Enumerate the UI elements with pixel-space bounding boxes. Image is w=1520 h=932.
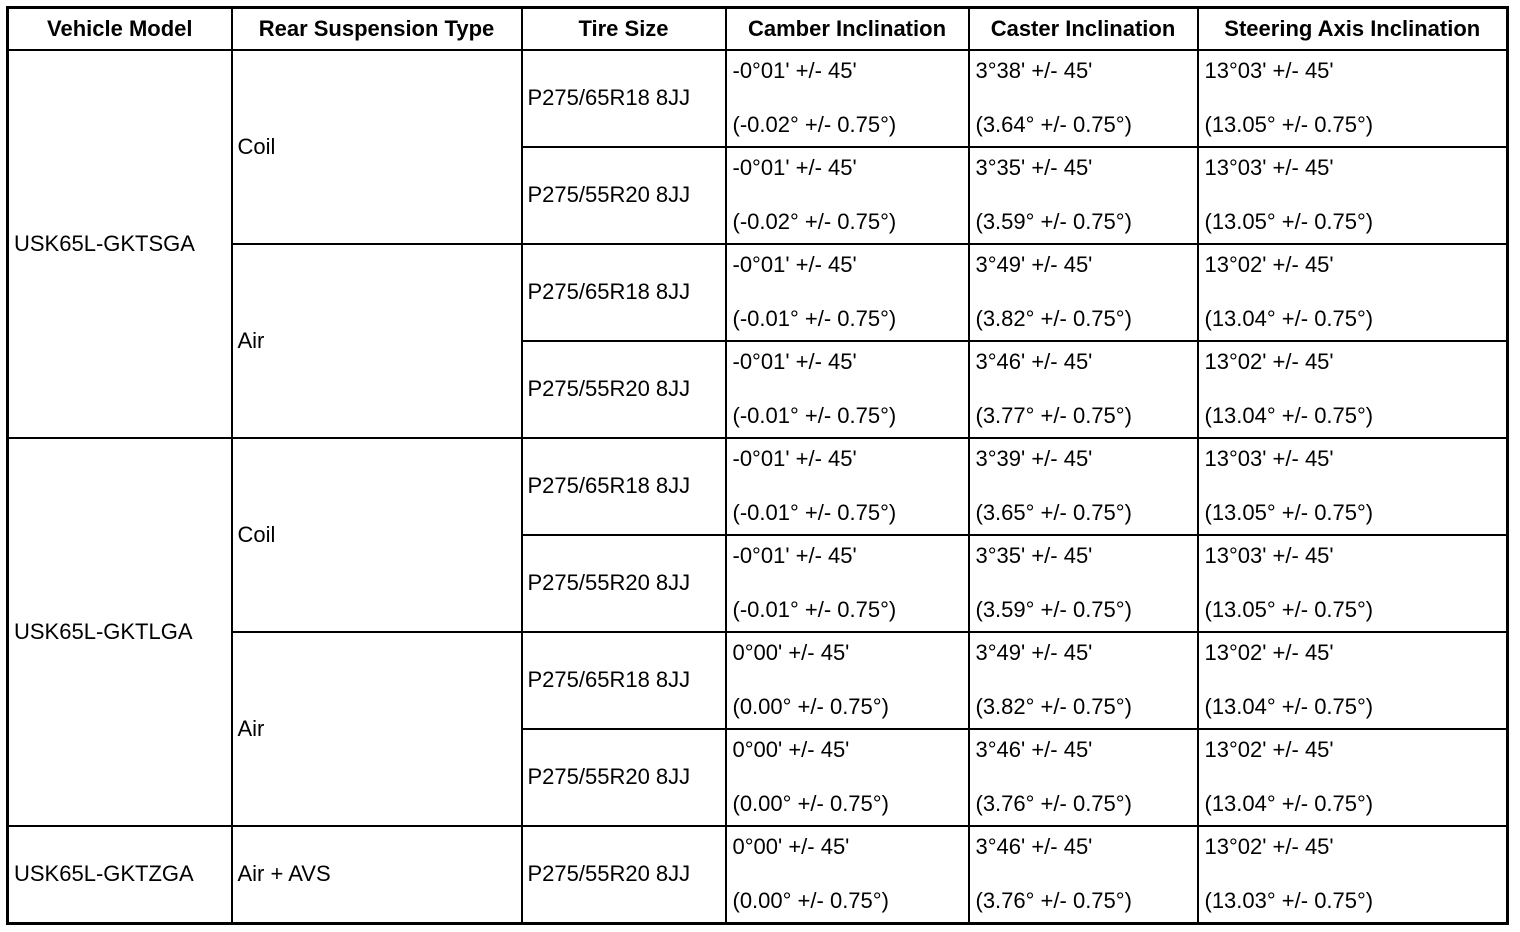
caster-dms: 3°38' +/- 45' — [975, 58, 1093, 83]
camber-cell — [726, 535, 969, 632]
vehicle-model-cell: USK65L-GKTSGA — [8, 50, 232, 438]
steering-axis-cell — [1198, 729, 1508, 826]
steering-decimal: (13.04° +/- 0.75°) — [1204, 791, 1374, 817]
steering-axis-cell — [1198, 632, 1508, 729]
camber-decimal: (-0.02° +/- 0.75°) — [732, 112, 897, 138]
camber-decimal: (-0.02° +/- 0.75°) — [732, 209, 897, 235]
camber-decimal: (-0.01° +/- 0.75°) — [732, 597, 897, 623]
camber-dms: 0°00' +/- 45' — [732, 640, 850, 665]
steering-axis-cell — [1198, 438, 1508, 535]
caster-dms: 3°35' +/- 45' — [975, 543, 1093, 568]
steering-decimal: (13.04° +/- 0.75°) — [1204, 403, 1374, 429]
steering-decimal: (13.05° +/- 0.75°) — [1204, 500, 1374, 526]
camber-cell — [726, 729, 969, 826]
camber-decimal: (0.00° +/- 0.75°) — [732, 888, 889, 914]
steering-dms: 13°03' +/- 45' — [1204, 155, 1334, 180]
caster-dms: 3°39' +/- 45' — [975, 446, 1093, 471]
steering-axis-cell — [1198, 341, 1508, 438]
steering-decimal: (13.05° +/- 0.75°) — [1204, 597, 1374, 623]
steering-axis-cell — [1198, 147, 1508, 244]
suspension-type-cell: Air — [232, 244, 522, 438]
steering-dms: 13°02' +/- 45' — [1204, 737, 1334, 762]
table-row — [8, 632, 1508, 729]
tire-size-cell: P275/55R20 8JJ — [522, 729, 726, 826]
caster-dms: 3°49' +/- 45' — [975, 252, 1093, 277]
steering-axis-cell — [1198, 244, 1508, 341]
vehicle-model-cell: USK65L-GKTLGA — [8, 438, 232, 826]
caster-decimal: (3.59° +/- 0.75°) — [975, 209, 1132, 235]
steering-axis-cell — [1198, 826, 1508, 924]
camber-cell — [726, 438, 969, 535]
camber-dms: 0°00' +/- 45' — [732, 834, 850, 859]
suspension-type-cell: Air + AVS — [232, 826, 522, 924]
header-steering-axis-inclination: Steering Axis Inclination — [1198, 8, 1508, 51]
caster-dms: 3°46' +/- 45' — [975, 737, 1093, 762]
steering-dms: 13°03' +/- 45' — [1204, 446, 1334, 471]
tire-size-cell: P275/65R18 8JJ — [522, 632, 726, 729]
header-vehicle-model: Vehicle Model — [8, 8, 232, 51]
caster-cell — [969, 244, 1198, 341]
caster-decimal: (3.76° +/- 0.75°) — [975, 791, 1132, 817]
suspension-type-cell: Coil — [232, 50, 522, 244]
steering-decimal: (13.03° +/- 0.75°) — [1204, 888, 1374, 914]
steering-dms: 13°03' +/- 45' — [1204, 543, 1334, 568]
header-caster-inclination: Caster Inclination — [969, 8, 1198, 51]
camber-decimal: (-0.01° +/- 0.75°) — [732, 306, 897, 332]
camber-decimal: (0.00° +/- 0.75°) — [732, 791, 889, 817]
caster-decimal: (3.82° +/- 0.75°) — [975, 694, 1132, 720]
camber-dms: -0°01' +/- 45' — [732, 58, 857, 83]
caster-decimal: (3.65° +/- 0.75°) — [975, 500, 1132, 526]
header-camber-inclination: Camber Inclination — [726, 8, 969, 51]
caster-dms: 3°35' +/- 45' — [975, 155, 1093, 180]
camber-cell — [726, 632, 969, 729]
caster-cell — [969, 50, 1198, 147]
vehicle-model-cell: USK65L-GKTZGA — [8, 826, 232, 924]
camber-dms: -0°01' +/- 45' — [732, 252, 857, 277]
caster-decimal: (3.64° +/- 0.75°) — [975, 112, 1132, 138]
steering-axis-cell — [1198, 50, 1508, 147]
header-rear-suspension-type: Rear Suspension Type — [232, 8, 522, 51]
caster-cell — [969, 535, 1198, 632]
camber-dms: -0°01' +/- 45' — [732, 349, 857, 374]
caster-decimal: (3.76° +/- 0.75°) — [975, 888, 1132, 914]
tire-size-cell: P275/55R20 8JJ — [522, 147, 726, 244]
caster-decimal: (3.82° +/- 0.75°) — [975, 306, 1132, 332]
table-row — [8, 50, 1508, 147]
steering-decimal: (13.05° +/- 0.75°) — [1204, 112, 1374, 138]
caster-cell — [969, 438, 1198, 535]
caster-dms: 3°49' +/- 45' — [975, 640, 1093, 665]
caster-decimal: (3.59° +/- 0.75°) — [975, 597, 1132, 623]
table-row — [8, 826, 1508, 924]
tire-size-cell: P275/65R18 8JJ — [522, 438, 726, 535]
table-row — [8, 244, 1508, 341]
steering-decimal: (13.05° +/- 0.75°) — [1204, 209, 1374, 235]
suspension-type-cell: Air — [232, 632, 522, 826]
camber-cell — [726, 341, 969, 438]
steering-decimal: (13.04° +/- 0.75°) — [1204, 306, 1374, 332]
table-row — [8, 438, 1508, 535]
camber-decimal: (0.00° +/- 0.75°) — [732, 694, 889, 720]
camber-decimal: (-0.01° +/- 0.75°) — [732, 403, 897, 429]
steering-decimal: (13.04° +/- 0.75°) — [1204, 694, 1374, 720]
camber-dms: -0°01' +/- 45' — [732, 543, 857, 568]
alignment-spec-table — [6, 6, 1509, 925]
camber-dms: -0°01' +/- 45' — [732, 155, 857, 180]
tire-size-cell: P275/65R18 8JJ — [522, 50, 726, 147]
tire-size-cell: P275/55R20 8JJ — [522, 826, 726, 924]
tire-size-cell: P275/55R20 8JJ — [522, 535, 726, 632]
steering-dms: 13°03' +/- 45' — [1204, 58, 1334, 83]
caster-cell — [969, 341, 1198, 438]
tire-size-cell: P275/65R18 8JJ — [522, 244, 726, 341]
header-row — [8, 8, 1508, 51]
caster-cell — [969, 826, 1198, 924]
steering-dms: 13°02' +/- 45' — [1204, 640, 1334, 665]
steering-dms: 13°02' +/- 45' — [1204, 252, 1334, 277]
camber-dms: 0°00' +/- 45' — [732, 737, 850, 762]
camber-cell — [726, 147, 969, 244]
steering-axis-cell — [1198, 535, 1508, 632]
suspension-type-cell: Coil — [232, 438, 522, 632]
camber-dms: -0°01' +/- 45' — [732, 446, 857, 471]
header-tire-size: Tire Size — [522, 8, 726, 51]
camber-cell — [726, 826, 969, 924]
caster-dms: 3°46' +/- 45' — [975, 349, 1093, 374]
tire-size-cell: P275/55R20 8JJ — [522, 341, 726, 438]
camber-decimal: (-0.01° +/- 0.75°) — [732, 500, 897, 526]
caster-cell — [969, 632, 1198, 729]
caster-cell — [969, 729, 1198, 826]
camber-cell — [726, 50, 969, 147]
steering-dms: 13°02' +/- 45' — [1204, 349, 1334, 374]
caster-decimal: (3.77° +/- 0.75°) — [975, 403, 1132, 429]
camber-cell — [726, 244, 969, 341]
caster-dms: 3°46' +/- 45' — [975, 834, 1093, 859]
steering-dms: 13°02' +/- 45' — [1204, 834, 1334, 859]
caster-cell — [969, 147, 1198, 244]
